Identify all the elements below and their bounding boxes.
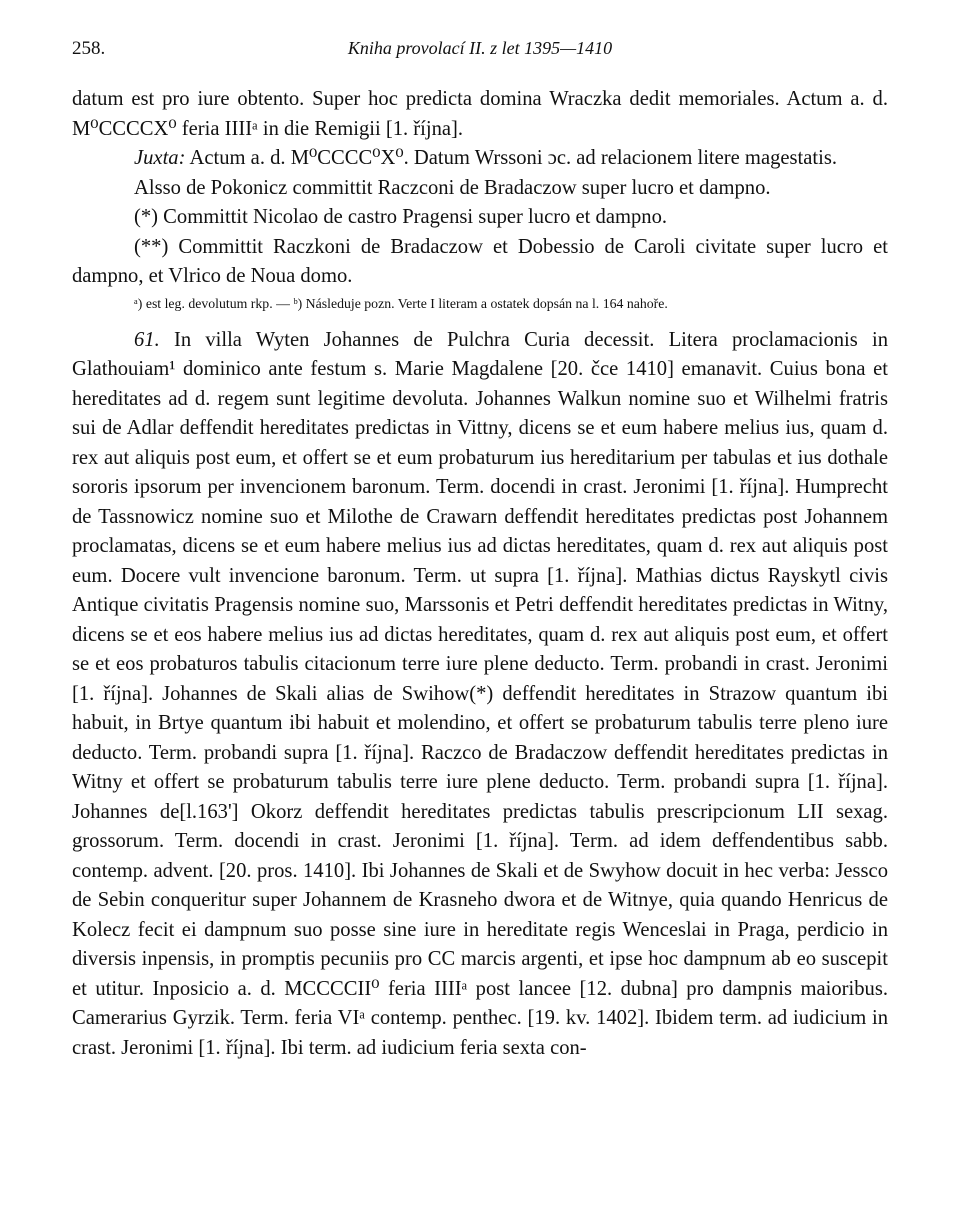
paragraph-note-double-star: (**) Committit Raczkoni de Bradaczow et Dobessio de Caroli civitate super lucro et dampno, et Vlrico de Noua domo. (72, 235, 888, 287)
page-number: 258. (72, 38, 106, 59)
main-text (72, 85, 888, 1063)
paragraph-continuation: datum est pro iure obtento. Super hoc predicta domina Wraczka dedit memoriales. Actum a. d. M⁰CCCCX⁰ feria IIIIᵃ in die Remigii [1. října]. (72, 88, 888, 140)
footnotes: ᵃ) est leg. devolutum rkp. — ᵇ) Následuje pozn. Verte I literam a ostatek dopsán na l. 164 nahoře. (134, 295, 668, 311)
juxta-text: Actum a. d. M⁰CCCC⁰X⁰. Datum Wrssoni ɔc. ad relacionem litere magestatis. (189, 147, 838, 169)
page-header (72, 38, 888, 62)
paragraph-juxta (72, 144, 888, 174)
paragraph-note-star: (*) Committit Nicolao de castro Pragensi super lucro et dampno. (134, 206, 668, 228)
juxta-label: Juxta: (134, 147, 186, 169)
entry-61-text: In villa Wyten Johannes de Pulchra Curia decessit. Litera proclamacionis in Glathouiam¹ dominico ante festum s. Marie Magdalene [20. čce 1410] emanavit. Cuius bona et hereditates ad d. regem sunt legitime devoluta. Johannes Walkun nomine suo et Wilhelmi fratris sui de Adlar deffendit hereditates predictas in Vittny, dicens se et eum habere melius ius, quam d. rex aut aliquis post eum, et offert se et eum probaturum ius hereditarium per tabulas et ius dothale sororis ipsorum per invencionem baronum. Term. docendi in crast. Jeronimi [1. října]. Humprecht de Tassnowicz nomine suo et Milothe de Crawarn deffendit hereditates predictas post Johannem proclamatas, dicens se et eum habere melius ius ad dictas hereditates, quam d. rex aut aliquis post eum. Docere vult invencione baronum. Term. ut supra [1. října]. Mathias dictus Rayskytl civis Antique civitatis Pragensis nomine suo, Marssonis et Petri deffendit hereditates predictas in Witny, dicens se et eos habere melius ius ad dictas hereditates, quam d. rex aut aliquis post eum, et offert se et eos probaturos tabulis citacionum terre iure plene deducto. Term. probandi in crast. Jeronimi [1. října]. Johannes de Skali alias de Swihow(*) deffendit hereditates in Strazow quantum ibi habuit, in Brtye quantum ibi habuit et molendino, et offert se probaturum tabulis terre pleno iure deducto. Term. probandi supra [1. října]. Raczco de Bradaczow deffendit hereditates predictas in Witny et offert se probaturum tabulis terre iure plene deducto. Term. probandi supra [1. října]. Johannes de[l.163'] Okorz deffendit hereditates predictas tabulis prescripcionum LII sexag. grossorum. Term. docendi in crast. Jeronimi [1. října]. Term. ad idem deffendentibus sabb. contemp. advent. [20. pros. 1410]. Ibi Johannes de Skali et de Swyhow docuit in hec verba: Jessco de Sebin conqueritur super Johannem de Krasneho dwora et de Witnye, quia quando Henricus de Kolecz fecit ei dampnum suo posse sine iure in hereditate regis Wenceslai in Praga, perdicio in diversis inpensis, in promptis pecuniis pro CC marcis argenti, et ipse hoc dampnum ab eo suscepit et utitur. Inposicio a. d. MCCCCII⁰ feria IIIIᵃ post lancee [12. dubna] pro dampnis maioribus. Camerarius Gyrzik. Term. feria VIᵃ contemp. penthec. [19. kv. 1402]. Ibidem term. ad iudicium in crast. Jeronimi [1. října]. Ibi term. ad iudicium feria sexta con- (72, 328, 888, 1059)
running-title: Kniha provolací II. z let 1395—1410 (347, 38, 613, 58)
paragraph-alsso: Alsso de Pokonicz committit Raczconi de Bradaczow super lucro et dampno. (134, 176, 771, 199)
entry-number: 61. (134, 328, 160, 351)
entry-61 (72, 326, 888, 1064)
